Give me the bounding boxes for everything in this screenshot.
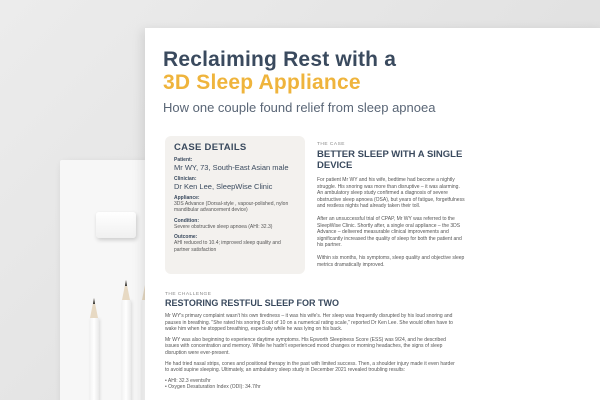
case-details-box (165, 136, 305, 274)
title-line-1: Reclaiming Rest with a (163, 48, 397, 71)
eraser (96, 212, 136, 238)
the-case-title: BETTER SLEEP WITH A SINGLE DEVICE (317, 149, 463, 171)
challenge-paragraph-3: He had tried nasal strips, cones and positional therapy in the past with limited success. Then, a shoulder injury made it even harder to avoid supine sleeping. Ultimately, an ambulatory sleep study in December 2021 revealed troubling results: (165, 360, 455, 374)
challenge-section (165, 292, 455, 391)
the-case-paragraph-2: After an unsuccessful trial of CPAP, Mr WY was referred to the SleepWise Clinic. Shortly after, a single oral appliance – the 3DS Advance – delivered measurable clinical improvements and significantly increased the quality of sleep for both the patient and his partner. (317, 215, 462, 249)
document-subtitle: How one couple found relief from sleep apnoea (163, 100, 436, 115)
the-case-kicker: THE CASE (317, 142, 345, 147)
appliance-label: Appliance: (174, 195, 200, 201)
the-case-paragraph-1: For patient Mr WY and his wife, bedtime had become a nightly struggle. His snoring was more than disruptive – it was alarming. An ambulatory sleep study confirmed a diagnosis of severe obstructive sleep apnoea (OSA), but years of fatigue, forgetfulness and restless nights had already taken their toll. (317, 177, 465, 210)
list-item: • AHI: 32.3 events/hr (165, 377, 211, 384)
the-case-section (317, 142, 467, 268)
clinician-value: Dr Ken Lee, SleepWise Clinic (174, 182, 273, 191)
challenge-title: RESTORING RESTFUL SLEEP FOR TWO (165, 298, 340, 308)
the-case-paragraph-3: Within six months, his symptoms, sleep quality and objective sleep metrics dramatically improved. (317, 254, 465, 268)
outcome-value: AHI reduced to 10.4; improved sleep quality and partner satisfaction (174, 240, 281, 253)
pencil (122, 300, 131, 400)
case-details-heading: CASE DETAILS (174, 142, 247, 153)
outcome-label: Outcome: (174, 234, 198, 241)
condition-label: Condition: (174, 217, 199, 224)
challenge-paragraph-2: Mr WY was also beginning to experience daytime symptoms. His Epworth Sleepiness Score (ESS) was 9/24, and he described issues with concentration and memory. While he hadn't experienced mood changes or morning headaches, the signs of sleep disruption were ever-present. (165, 336, 446, 356)
challenge-paragraph-1: Mr WY's primary complaint wasn't his own tiredness – it was his wife's. Her sleep was frequently disrupted by his loud snoring and pauses in breathing. "She rated his snoring 8 out of 10 on a numerical rating scale," reported Dr Ken Lee. She would often have to wake him when he stopped breathing, especially while he was lying on his back. (165, 313, 453, 333)
results-list (165, 378, 455, 391)
condition-value: Severe obstructive sleep apnoea (AHI: 32.3) (174, 223, 273, 230)
pencil (90, 318, 99, 400)
appliance-value: 3DS Advance (Dorsal-style , vapour-polished, nylon mandibular advancement device) (174, 201, 289, 214)
list-item: • Oxygen Desaturation Index (ODI): 34.7/hr (165, 384, 261, 391)
clinician-label: Clinician: (174, 176, 197, 182)
challenge-kicker: THE CHALLENGE (165, 292, 212, 297)
title-line-2: 3D Sleep Appliance (163, 71, 361, 94)
case-study-document (145, 28, 600, 400)
patient-value: Mr WY, 73, South-East Asian male (174, 163, 289, 172)
document-title (163, 48, 600, 94)
patient-label: Patient: (174, 157, 193, 163)
